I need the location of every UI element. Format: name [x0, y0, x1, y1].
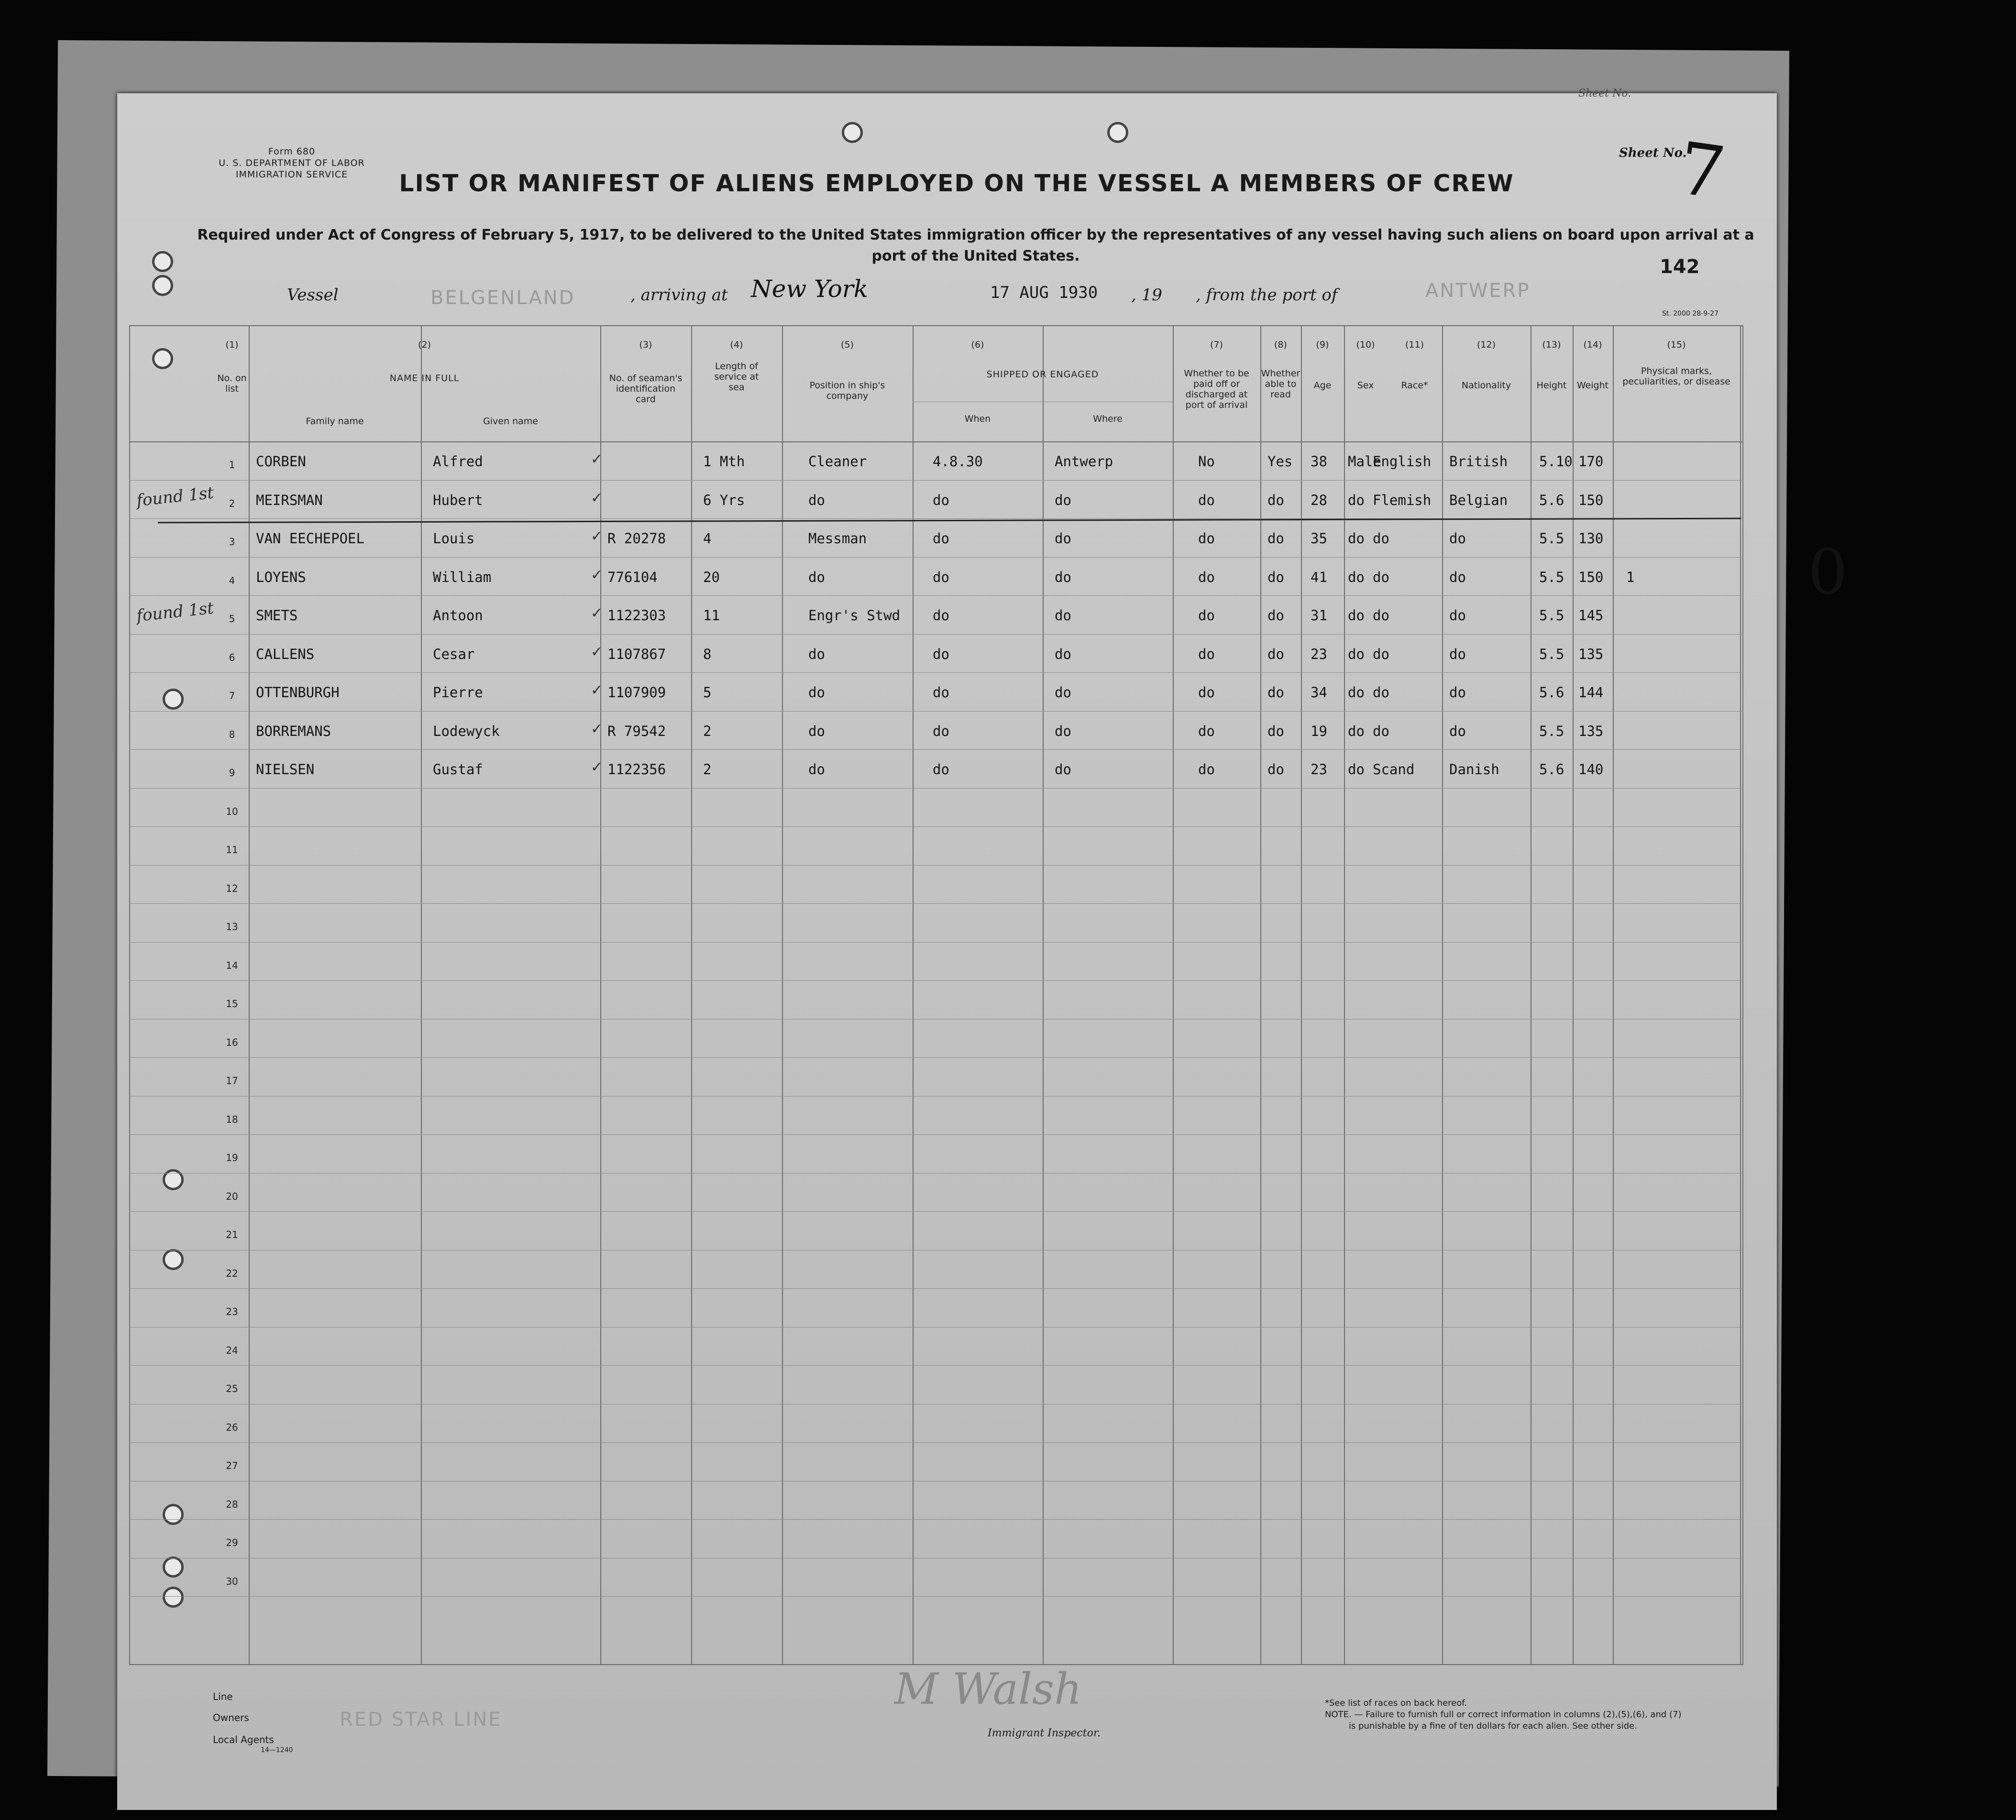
- check-mark: ✓: [591, 759, 603, 776]
- age-cell: 23: [1311, 646, 1327, 662]
- year-label: , 19: [1131, 285, 1162, 305]
- arriving-port: New York: [751, 275, 868, 303]
- given-name-cell: Gustaf: [433, 761, 483, 778]
- service-length-cell: 2: [703, 761, 712, 778]
- paid-off-cell: do: [1198, 761, 1215, 778]
- service-name: IMMIGRATION SERVICE: [235, 169, 348, 180]
- height-cell: 5.5: [1539, 569, 1564, 585]
- row-number: 17: [226, 1075, 238, 1086]
- column-6-when: When: [964, 414, 991, 424]
- row-number: 5: [229, 613, 235, 625]
- race-cell: do: [1373, 607, 1389, 624]
- row-number: 27: [226, 1460, 238, 1471]
- weight-cell: 150: [1578, 492, 1604, 508]
- card-number-cell: R 79542: [607, 723, 666, 739]
- given-name-cell: Hubert: [433, 492, 483, 508]
- position-cell: Engr's Stwd: [808, 607, 901, 624]
- row-number: 20: [226, 1190, 238, 1202]
- check-mark: ✓: [591, 682, 603, 699]
- paid-off-cell: do: [1198, 723, 1215, 739]
- race-cell: English: [1373, 453, 1432, 470]
- sex-cell: do: [1348, 684, 1365, 701]
- form-code: St. 2000 28-9-27: [1662, 310, 1719, 318]
- age-cell: 34: [1311, 684, 1327, 701]
- family-name-cell: MEIRSMAN: [256, 492, 323, 508]
- race-cell: do: [1373, 723, 1389, 739]
- column-5-number: (5): [841, 340, 854, 350]
- race-cell: Flemish: [1373, 492, 1432, 508]
- able-to-read-cell: do: [1267, 761, 1284, 778]
- page-title: LIST OR MANIFEST OF ALIENS EMPLOYED ON THE VESSEL A MEMBERS OF CREW: [399, 170, 1514, 197]
- check-mark: ✓: [591, 528, 603, 545]
- row-number: 8: [229, 728, 235, 740]
- form-code-footer: 14—1240: [261, 1746, 293, 1754]
- column-13-label: Height: [1536, 380, 1567, 391]
- row-rule: [129, 1211, 1743, 1212]
- row-number: 25: [226, 1383, 238, 1394]
- page-subtitle: [187, 225, 1765, 267]
- check-mark: ✓: [591, 643, 603, 660]
- shipped-when-cell: do: [933, 684, 949, 701]
- height-cell: 5.6: [1539, 684, 1564, 701]
- row-number: 24: [226, 1344, 238, 1356]
- age-cell: 41: [1311, 569, 1327, 585]
- column-8-label: Whether able to read: [1261, 368, 1300, 400]
- row-number: 19: [226, 1152, 238, 1163]
- paid-off-cell: do: [1198, 492, 1215, 508]
- nationality-cell: do: [1449, 723, 1466, 739]
- shipped-when-cell: do: [933, 530, 949, 547]
- column-14-label: Weight: [1576, 380, 1609, 391]
- row-rule: [129, 1134, 1743, 1135]
- position-cell: do: [808, 684, 825, 701]
- row-rule: [129, 1442, 1743, 1443]
- race-cell: do: [1373, 530, 1389, 547]
- shipped-where-cell: do: [1055, 646, 1071, 662]
- able-to-read-cell: do: [1267, 684, 1284, 701]
- shipped-when-cell: do: [933, 646, 949, 662]
- card-number-cell: 1107909: [607, 684, 666, 701]
- row-number: 23: [226, 1306, 238, 1317]
- check-mark: ✓: [591, 451, 603, 468]
- column-4-number: (4): [730, 340, 743, 350]
- row-rule: [129, 1519, 1743, 1520]
- row-rule: [129, 980, 1743, 981]
- binder-hole: [842, 122, 863, 143]
- sex-cell: do: [1348, 761, 1365, 778]
- row-number: 26: [226, 1421, 238, 1433]
- physical-marks-cell: 1: [1626, 569, 1635, 585]
- row-number: 3: [229, 536, 235, 548]
- row-number: 11: [226, 844, 238, 855]
- service-length-cell: 5: [703, 684, 712, 701]
- height-cell: 5.5: [1539, 530, 1564, 547]
- age-cell: 35: [1311, 530, 1327, 547]
- inspector-signature: M Walsh: [894, 1664, 1082, 1714]
- binder-hole: [1107, 122, 1128, 143]
- column-6-number: (6): [971, 340, 984, 350]
- inspector-label: Immigrant Inspector.: [988, 1727, 1101, 1739]
- nationality-cell: do: [1449, 530, 1466, 547]
- shipped-where-cell: do: [1055, 761, 1071, 778]
- check-mark: ✓: [591, 605, 603, 622]
- age-cell: 23: [1311, 761, 1327, 778]
- card-number-cell: 1107867: [607, 646, 666, 662]
- date-stamp: 17 AUG 1930: [990, 283, 1098, 302]
- able-to-read-cell: do: [1267, 646, 1284, 662]
- service-length-cell: 6 Yrs: [703, 492, 745, 508]
- row-rule: [129, 595, 1743, 596]
- column-1-label: No. on list: [217, 373, 247, 394]
- row-number: 4: [229, 574, 235, 586]
- age-cell: 38: [1311, 453, 1327, 470]
- sex-cell: do: [1348, 492, 1365, 508]
- given-name-cell: Lodewyck: [433, 723, 500, 739]
- able-to-read-cell: Yes: [1267, 453, 1293, 470]
- shipped-where-cell: do: [1055, 684, 1071, 701]
- column-2-number: (2): [418, 340, 431, 350]
- column-6-label: SHIPPED OR ENGAGED: [986, 369, 1099, 380]
- subtitle-line-2: port of the United States.: [871, 248, 1080, 264]
- shipped-where-cell: do: [1055, 723, 1071, 739]
- form-number: Form 680: [268, 146, 316, 157]
- able-to-read-cell: do: [1267, 569, 1284, 585]
- family-name-cell: CORBEN: [256, 453, 306, 470]
- able-to-read-cell: do: [1267, 530, 1284, 547]
- family-name-cell: NIELSEN: [256, 761, 315, 778]
- row-rule: [129, 557, 1743, 558]
- check-mark: ✓: [591, 489, 603, 506]
- line-stamp: RED STAR LINE: [340, 1709, 502, 1731]
- row-number: 7: [229, 690, 235, 702]
- row-number: 30: [226, 1575, 238, 1587]
- paid-off-cell: No: [1198, 453, 1215, 470]
- row-rule: [129, 672, 1743, 673]
- card-number-cell: 1122303: [607, 607, 666, 624]
- family-name-cell: VAN EECHEPOEL: [256, 530, 364, 547]
- sheet-number-value: 7: [1673, 127, 1730, 216]
- margin-note: found 1st: [135, 598, 215, 626]
- row-number: 9: [229, 767, 235, 778]
- column-15-label: Physical marks, peculiarities, or disease: [1622, 366, 1730, 387]
- nationality-cell: Danish: [1449, 761, 1499, 778]
- nationality-cell: British: [1449, 453, 1508, 470]
- margin-note: found 1st: [135, 483, 215, 510]
- local-agents-label: Local Agents: [213, 1734, 274, 1745]
- footer-note-races: *See list of races on back hereof.: [1325, 1698, 1467, 1708]
- row-number: 21: [226, 1229, 238, 1240]
- weight-cell: 130: [1578, 530, 1604, 547]
- given-name-cell: Louis: [433, 530, 475, 547]
- column-11-number: (11): [1405, 340, 1424, 350]
- height-cell: 5.6: [1539, 761, 1564, 778]
- arriving-label: , arriving at: [630, 285, 728, 305]
- position-cell: do: [808, 723, 825, 739]
- able-to-read-cell: do: [1267, 723, 1284, 739]
- column-13-number: (13): [1542, 340, 1561, 350]
- column-11-label: Race*: [1401, 380, 1428, 391]
- row-number: 12: [226, 882, 238, 894]
- height-cell: 5.5: [1539, 646, 1564, 662]
- height-cell: 5.6: [1539, 492, 1564, 508]
- shipped-where-cell: Antwerp: [1055, 453, 1113, 470]
- column-14-number: (14): [1583, 340, 1602, 350]
- shipped-when-cell: do: [933, 723, 949, 739]
- race-cell: do: [1373, 569, 1389, 585]
- nationality-cell: do: [1449, 569, 1466, 585]
- sex-cell: Male: [1348, 453, 1381, 470]
- able-to-read-cell: do: [1267, 607, 1284, 624]
- row-rule: [129, 480, 1743, 481]
- row-number: 1: [229, 459, 235, 471]
- age-cell: 28: [1311, 492, 1327, 508]
- age-cell: 31: [1311, 607, 1327, 624]
- service-length-cell: 11: [703, 607, 720, 624]
- column-15-number: (15): [1667, 340, 1686, 350]
- given-name-cell: William: [433, 569, 492, 585]
- family-name-cell: BORREMANS: [256, 723, 331, 739]
- from-port-label: , from the port of: [1196, 285, 1338, 305]
- shipped-when-cell: 4.8.30: [933, 453, 983, 470]
- position-cell: do: [808, 492, 825, 508]
- position-cell: do: [808, 646, 825, 662]
- sheet-number-label: Sheet No.: [1619, 146, 1687, 160]
- column-6-where: Where: [1093, 414, 1123, 424]
- nationality-cell: do: [1449, 607, 1466, 624]
- given-name-cell: Alfred: [433, 453, 483, 470]
- row-rule: [129, 865, 1743, 866]
- height-cell: 5.5: [1539, 723, 1564, 739]
- row-rule: [129, 634, 1743, 635]
- sex-cell: do: [1348, 723, 1365, 739]
- row-rule: [129, 749, 1743, 750]
- row-rule: [129, 1365, 1743, 1366]
- position-cell: Cleaner: [808, 453, 867, 470]
- paid-off-cell: do: [1198, 646, 1215, 662]
- vessel-label: Vessel: [287, 285, 339, 305]
- column-3-label: No. of seaman's identification card: [609, 373, 683, 405]
- row-number: 29: [226, 1537, 238, 1548]
- sex-cell: do: [1348, 569, 1365, 585]
- row-rule: [129, 1288, 1743, 1289]
- page-number: 142: [1660, 256, 1700, 278]
- footer-notes: [1325, 1698, 1731, 1732]
- shipped-when-cell: do: [933, 607, 949, 624]
- shipped-where-cell: do: [1055, 607, 1071, 624]
- column-8-number: (8): [1274, 340, 1287, 350]
- department-name: U. S. DEPARTMENT OF LABOR: [219, 158, 365, 168]
- footer-note-penalty: NOTE. — Failure to furnish full or correct information in columns (2),(5),(6), and (7): [1325, 1710, 1682, 1720]
- row-number: 13: [226, 921, 238, 932]
- shipped-where-cell: do: [1055, 492, 1071, 508]
- paid-off-cell: do: [1198, 607, 1215, 624]
- family-name-cell: LOYENS: [256, 569, 306, 585]
- row-rule: [129, 1596, 1743, 1597]
- row-number: 15: [226, 998, 238, 1009]
- row-rule: [129, 826, 1743, 827]
- nationality-cell: do: [1449, 684, 1466, 701]
- column-9-number: (9): [1316, 340, 1329, 350]
- nationality-cell: do: [1449, 646, 1466, 662]
- column-7-number: (7): [1210, 340, 1223, 350]
- row-rule: [129, 903, 1743, 904]
- subtitle-line-1: Required under Act of Congress of February 5, 1917, to be delivered to the United States immigration officer by the representatives of any vessel having such aliens on board upon arrival at a: [197, 227, 1754, 243]
- check-mark: ✓: [591, 720, 603, 737]
- row-rule: [129, 942, 1743, 943]
- given-name-cell: Pierre: [433, 684, 483, 701]
- column-1-number: (1): [225, 340, 239, 350]
- shipped-when-cell: do: [933, 761, 949, 778]
- column-12-number: (12): [1476, 340, 1496, 350]
- column-2-family-name: Family name: [306, 416, 364, 427]
- able-to-read-cell: do: [1267, 492, 1284, 508]
- shipped-where-cell: do: [1055, 569, 1071, 585]
- card-number-cell: 776104: [607, 569, 658, 585]
- shipped-where-cell: do: [1055, 530, 1071, 547]
- position-cell: do: [808, 761, 825, 778]
- row-rule: [129, 788, 1743, 789]
- weight-cell: 135: [1578, 723, 1604, 739]
- row-number: 28: [226, 1498, 238, 1510]
- manifest-table: [129, 325, 1743, 1664]
- paid-off-cell: do: [1198, 569, 1215, 585]
- column-4-label: Length of service at sea: [714, 361, 759, 393]
- weight-cell: 145: [1578, 607, 1604, 624]
- service-length-cell: 2: [703, 723, 712, 739]
- column-9-label: Age: [1313, 380, 1332, 391]
- service-length-cell: 4: [703, 530, 712, 547]
- row-rule: [129, 1019, 1743, 1020]
- column-2-given-name: Given name: [483, 416, 538, 427]
- sex-cell: do: [1348, 607, 1365, 624]
- family-name-cell: SMETS: [256, 607, 298, 624]
- column-12-label: Nationality: [1461, 380, 1511, 391]
- position-cell: Messman: [808, 530, 867, 547]
- departure-port: ANTWERP: [1425, 280, 1531, 302]
- race-cell: Scand: [1373, 761, 1415, 778]
- binder-hole: [152, 251, 173, 272]
- card-number-cell: 1122356: [607, 761, 666, 778]
- row-number: 22: [226, 1267, 238, 1279]
- column-2-label: NAME IN FULL: [389, 373, 460, 384]
- weight-cell: 170: [1578, 453, 1604, 470]
- weight-cell: 150: [1578, 569, 1604, 585]
- paid-off-cell: do: [1198, 684, 1215, 701]
- given-name-cell: Cesar: [433, 646, 475, 662]
- height-cell: 5.10: [1539, 453, 1573, 470]
- vessel-name: BELGENLAND: [430, 287, 575, 309]
- service-length-cell: 8: [703, 646, 712, 662]
- row-number: 18: [226, 1113, 238, 1125]
- row-number: 14: [226, 959, 238, 971]
- weight-cell: 144: [1578, 684, 1604, 701]
- given-name-cell: Antoon: [433, 607, 483, 624]
- height-cell: 5.5: [1539, 607, 1564, 624]
- paid-off-cell: do: [1198, 530, 1215, 547]
- age-cell: 19: [1311, 723, 1327, 739]
- row-rule: [129, 1057, 1743, 1058]
- service-length-cell: 1 Mth: [703, 453, 745, 470]
- row-number: 2: [229, 497, 235, 509]
- margin-scribble: 0: [1808, 536, 1848, 608]
- shipped-when-cell: do: [933, 569, 949, 585]
- family-name-cell: CALLENS: [256, 646, 315, 662]
- binder-hole: [152, 275, 173, 296]
- line-label: Line: [213, 1691, 233, 1702]
- owners-label: Owners: [213, 1712, 249, 1723]
- shipped-when-cell: do: [933, 492, 949, 508]
- row-number: 16: [226, 1036, 238, 1048]
- family-name-cell: OTTENBURGH: [256, 684, 340, 701]
- footer-note-fine: is punishable by a fine of ten dollars for each alien. See other side.: [1349, 1721, 1637, 1731]
- weight-cell: 140: [1578, 761, 1604, 778]
- row-number: 10: [226, 805, 238, 817]
- sex-cell: do: [1348, 530, 1365, 547]
- nationality-cell: Belgian: [1449, 492, 1508, 508]
- column-5-label: Position in ship's company: [809, 380, 885, 401]
- card-number-cell: R 20278: [607, 530, 666, 547]
- sex-cell: do: [1348, 646, 1365, 662]
- column-7-label: Whether to be paid off or discharged at port of arrival: [1184, 368, 1249, 410]
- sheet-number-top-label: Sheet No.: [1578, 88, 1631, 99]
- race-cell: do: [1373, 646, 1389, 662]
- column-10-number: (10): [1356, 340, 1375, 350]
- row-number: 6: [229, 651, 235, 663]
- column-3-number: (3): [639, 340, 652, 350]
- check-mark: ✓: [591, 566, 603, 583]
- row-rule: [129, 711, 1743, 712]
- column-10-label: Sex: [1357, 380, 1374, 391]
- weight-cell: 135: [1578, 646, 1604, 662]
- race-cell: do: [1373, 684, 1389, 701]
- position-cell: do: [808, 569, 825, 585]
- service-length-cell: 20: [703, 569, 720, 585]
